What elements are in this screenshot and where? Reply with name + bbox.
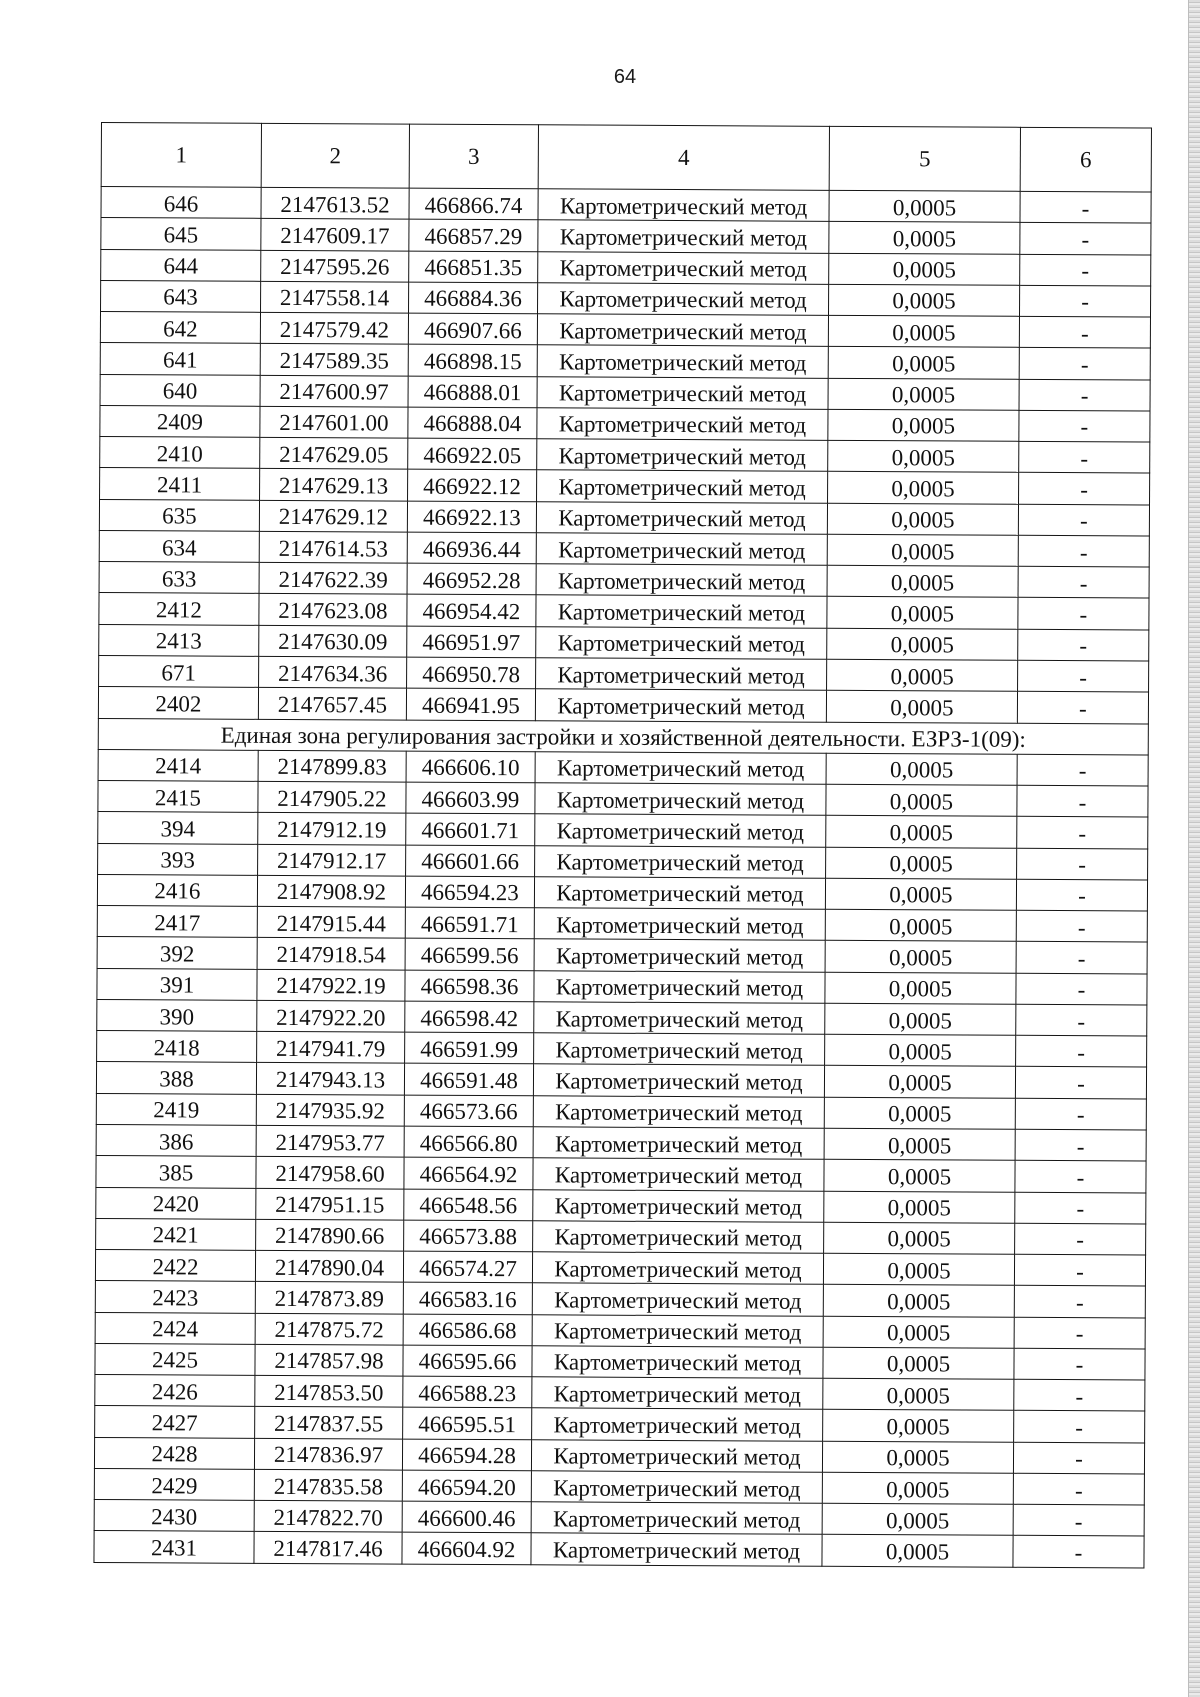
y-coordinate-cell: 466566.80 [404,1126,533,1158]
method-cell: Картометрический метод [534,939,825,972]
method-cell: Картометрический метод [531,1471,822,1504]
x-coordinate-cell: 2147912.19 [258,813,406,845]
y-coordinate-cell: 466574.27 [403,1251,532,1283]
x-coordinate-cell: 2147630.09 [259,625,407,657]
accuracy-cell: 0,0005 [828,472,1019,504]
coordinates-table [93,122,1152,1568]
method-cell: Картометрический метод [538,251,829,284]
note-cell: - [1015,1098,1146,1130]
note-cell: - [1019,473,1150,505]
note-cell: - [1014,1348,1145,1380]
method-cell: Картометрический метод [533,1189,824,1222]
point-number-cell: 642 [100,312,260,344]
method-cell: Картометрический метод [534,1002,825,1035]
point-number-cell: 2428 [94,1437,254,1469]
y-coordinate-cell: 466951.97 [407,626,536,658]
method-cell: Картометрический метод [536,595,827,628]
method-cell: Картометрический метод [532,1377,823,1410]
accuracy-cell: 0,0005 [828,409,1019,441]
y-coordinate-cell: 466907.66 [408,313,537,345]
note-cell: - [1016,942,1147,974]
point-number-cell: 2411 [100,468,260,500]
y-coordinate-cell: 466573.66 [404,1095,533,1127]
accuracy-cell: 0,0005 [829,253,1020,285]
method-cell: Картометрический метод [533,1095,824,1128]
x-coordinate-cell: 2147623.08 [259,594,407,626]
y-coordinate-cell: 466548.56 [404,1189,533,1221]
point-number-cell: 388 [96,1062,256,1094]
column-header-2: 2 [261,123,409,188]
x-coordinate-cell: 2147873.89 [255,1282,403,1314]
scan-edge [1188,0,1200,1697]
y-coordinate-cell: 466922.05 [408,438,537,470]
point-number-cell: 2410 [100,437,260,469]
method-cell: Картометрический метод [533,1127,824,1160]
x-coordinate-cell: 2147958.60 [256,1157,404,1189]
note-cell: - [1019,410,1150,442]
method-cell: Картометрический метод [531,1439,822,1472]
point-number-cell: 391 [97,968,257,1000]
note-cell: - [1013,1504,1144,1536]
note-cell: - [1015,1129,1146,1161]
y-coordinate-cell: 466586.68 [403,1314,532,1346]
point-number-cell: 392 [97,937,257,969]
point-number-cell: 394 [98,812,258,844]
point-number-cell: 2418 [97,1031,257,1063]
x-coordinate-cell: 2147634.36 [259,656,407,688]
y-coordinate-cell: 466595.51 [403,1407,532,1439]
method-cell: Картометрический метод [536,533,827,566]
point-number-cell: 2421 [96,1218,256,1250]
y-coordinate-cell: 466573.88 [404,1220,533,1252]
note-cell: - [1018,566,1149,598]
point-number-cell: 633 [99,562,259,594]
y-coordinate-cell: 466866.74 [409,188,538,220]
accuracy-cell: 0,0005 [826,816,1017,848]
accuracy-cell: 0,0005 [824,1128,1015,1160]
note-cell: - [1015,1067,1146,1099]
y-coordinate-cell: 466604.92 [402,1533,531,1565]
accuracy-cell: 0,0005 [827,534,1018,566]
accuracy-cell: 0,0005 [824,1191,1015,1223]
accuracy-cell: 0,0005 [824,1160,1015,1192]
column-header-3: 3 [409,124,538,189]
method-cell: Картометрический метод [533,1064,824,1097]
accuracy-cell: 0,0005 [827,659,1018,691]
note-cell: - [1016,1035,1147,1067]
column-header-1: 1 [101,123,261,188]
y-coordinate-cell: 466601.71 [406,813,535,845]
method-cell: Картометрический метод [535,814,826,847]
point-number-cell: 2423 [95,1281,255,1313]
y-coordinate-cell: 466950.78 [407,657,536,689]
y-coordinate-cell: 466583.16 [403,1282,532,1314]
note-cell: - [1019,316,1150,348]
method-cell: Картометрический метод [534,970,825,1003]
x-coordinate-cell: 2147953.77 [256,1125,404,1157]
method-cell: Картометрический метод [538,283,829,316]
note-cell: - [1015,1223,1146,1255]
method-cell: Картометрический метод [537,470,828,503]
accuracy-cell: 0,0005 [825,972,1016,1004]
y-coordinate-cell: 466922.13 [407,501,536,533]
page-number: 64 [613,66,637,88]
y-coordinate-cell: 466601.66 [406,845,535,877]
header-row [101,123,1151,192]
point-number-cell: 2414 [98,749,258,781]
x-coordinate-cell: 2147890.04 [255,1250,403,1282]
method-cell: Картометрический метод [537,408,828,441]
x-coordinate-cell: 2147657.45 [258,688,406,720]
point-number-cell: 2409 [100,405,260,437]
accuracy-cell: 0,0005 [822,1472,1013,1504]
y-coordinate-cell: 466588.23 [403,1376,532,1408]
note-cell: - [1016,879,1147,911]
x-coordinate-cell: 2147629.05 [260,437,408,469]
method-cell: Картометрический метод [531,1533,822,1566]
accuracy-cell: 0,0005 [827,597,1018,629]
method-cell: Картометрический метод [532,1283,823,1316]
accuracy-cell: 0,0005 [829,190,1020,222]
point-number-cell: 635 [99,499,259,531]
accuracy-cell: 0,0005 [826,753,1017,785]
point-number-cell: 390 [97,999,257,1031]
x-coordinate-cell: 2147629.13 [260,469,408,501]
y-coordinate-cell: 466591.48 [404,1064,533,1096]
table-body [94,187,1151,1568]
y-coordinate-cell: 466599.56 [405,938,534,970]
y-coordinate-cell: 466598.42 [405,1001,534,1033]
method-cell: Картометрический метод [538,189,829,222]
y-coordinate-cell: 466884.36 [409,282,538,314]
y-coordinate-cell: 466606.10 [406,751,535,783]
point-number-cell: 2419 [96,1093,256,1125]
y-coordinate-cell: 466936.44 [407,532,536,564]
method-cell: Картометрический метод [537,345,828,378]
x-coordinate-cell: 2147614.53 [259,531,407,563]
x-coordinate-cell: 2147908.92 [257,875,405,907]
note-cell: - [1017,848,1148,880]
accuracy-cell: 0,0005 [823,1410,1014,1442]
method-cell: Картометрический метод [532,1314,823,1347]
accuracy-cell: 0,0005 [829,222,1020,254]
y-coordinate-cell: 466851.35 [409,251,538,283]
y-coordinate-cell: 466594.28 [402,1439,531,1471]
point-number-cell: 386 [96,1124,256,1156]
accuracy-cell: 0,0005 [825,1034,1016,1066]
note-cell: - [1016,973,1147,1005]
accuracy-cell: 0,0005 [828,315,1019,347]
note-cell: - [1018,598,1149,630]
note-cell: - [1019,441,1150,473]
x-coordinate-cell: 2147922.19 [257,969,405,1001]
method-cell: Картометрический метод [535,783,826,816]
method-cell: Картометрический метод [535,689,826,722]
method-cell: Картометрический метод [536,627,827,660]
x-coordinate-cell: 2147875.72 [255,1313,403,1345]
method-cell: Картометрический метод [534,1033,825,1066]
note-cell: - [1015,1192,1146,1224]
point-number-cell: 644 [101,249,261,281]
method-cell: Картометрический метод [533,1158,824,1191]
note-cell: - [1019,285,1150,317]
point-number-cell: 2424 [95,1312,255,1344]
note-cell: - [1014,1411,1145,1443]
point-number-cell: 671 [99,655,259,687]
x-coordinate-cell: 2147600.97 [260,375,408,407]
table-header [101,123,1151,192]
x-coordinate-cell: 2147915.44 [257,906,405,938]
note-cell: - [1017,692,1148,724]
method-cell: Картометрический метод [535,752,826,785]
method-cell: Картометрический метод [537,314,828,347]
y-coordinate-cell: 466941.95 [406,688,535,720]
method-cell: Картометрический метод [537,439,828,472]
column-header-6: 6 [1020,127,1151,192]
method-cell: Картометрический метод [538,220,829,253]
point-number-cell: 2417 [97,906,257,938]
y-coordinate-cell: 466857.29 [409,219,538,251]
x-coordinate-cell: 2147613.52 [261,187,409,219]
accuracy-cell: 0,0005 [824,1066,1015,1098]
column-header-4: 4 [538,125,829,191]
point-number-cell: 640 [100,374,260,406]
x-coordinate-cell: 2147941.79 [257,1031,405,1063]
accuracy-cell: 0,0005 [823,1285,1014,1317]
y-coordinate-cell: 466603.99 [406,782,535,814]
x-coordinate-cell: 2147558.14 [261,281,409,313]
accuracy-cell: 0,0005 [827,503,1018,535]
accuracy-cell: 0,0005 [828,347,1019,379]
accuracy-cell: 0,0005 [826,847,1017,879]
note-cell: - [1014,1254,1145,1286]
y-coordinate-cell: 466888.04 [408,407,537,439]
x-coordinate-cell: 2147943.13 [256,1063,404,1095]
accuracy-cell: 0,0005 [825,1003,1016,1035]
point-number-cell: 2430 [94,1500,254,1532]
x-coordinate-cell: 2147912.17 [258,844,406,876]
note-cell: - [1013,1473,1144,1505]
accuracy-cell: 0,0005 [828,440,1019,472]
point-number-cell: 2429 [94,1468,254,1500]
method-cell: Картометрический метод [536,658,827,691]
note-cell: - [1014,1379,1145,1411]
column-header-5: 5 [829,126,1020,191]
accuracy-cell: 0,0005 [822,1441,1013,1473]
point-number-cell: 2402 [98,687,258,719]
point-number-cell: 646 [101,187,261,219]
accuracy-cell: 0,0005 [827,628,1018,660]
note-cell: - [1013,1442,1144,1474]
y-coordinate-cell: 466591.99 [405,1032,534,1064]
x-coordinate-cell: 2147918.54 [257,938,405,970]
accuracy-cell: 0,0005 [827,565,1018,597]
method-cell: Картометрический метод [532,1408,823,1441]
x-coordinate-cell: 2147836.97 [254,1438,402,1470]
note-cell: - [1017,817,1148,849]
accuracy-cell: 0,0005 [822,1503,1013,1535]
accuracy-cell: 0,0005 [826,784,1017,816]
x-coordinate-cell: 2147837.55 [255,1407,403,1439]
point-number-cell: 2415 [98,781,258,813]
accuracy-cell: 0,0005 [828,284,1019,316]
x-coordinate-cell: 2147579.42 [260,312,408,344]
point-number-cell: 645 [101,218,261,250]
note-cell: - [1015,1161,1146,1193]
x-coordinate-cell: 2147951.15 [256,1188,404,1220]
point-number-cell: 641 [100,343,260,375]
method-cell: Картометрический метод [534,908,825,941]
point-number-cell: 2416 [97,874,257,906]
x-coordinate-cell: 2147890.66 [256,1219,404,1251]
y-coordinate-cell: 466594.20 [402,1470,531,1502]
y-coordinate-cell: 466888.01 [408,376,537,408]
note-cell: - [1018,629,1149,661]
point-number-cell: 2425 [95,1343,255,1375]
point-number-cell: 634 [99,530,259,562]
note-cell: - [1019,348,1150,380]
y-coordinate-cell: 466898.15 [408,344,537,376]
method-cell: Картометрический метод [532,1252,823,1285]
note-cell: - [1017,754,1148,786]
y-coordinate-cell: 466594.23 [405,876,534,908]
x-coordinate-cell: 2147609.17 [261,219,409,251]
method-cell: Картометрический метод [532,1346,823,1379]
y-coordinate-cell: 466598.36 [405,970,534,1002]
accuracy-cell: 0,0005 [825,909,1016,941]
x-coordinate-cell: 2147922.20 [257,1000,405,1032]
x-coordinate-cell: 2147601.00 [260,406,408,438]
x-coordinate-cell: 2147822.70 [254,1500,402,1532]
point-number-cell: 643 [101,280,261,312]
accuracy-cell: 0,0005 [823,1378,1014,1410]
note-cell: - [1014,1317,1145,1349]
table-row [94,1531,1144,1568]
y-coordinate-cell: 466922.12 [408,470,537,502]
point-number-cell: 2422 [95,1250,255,1282]
note-cell: - [1020,191,1151,223]
x-coordinate-cell: 2147595.26 [261,250,409,282]
x-coordinate-cell: 2147905.22 [258,781,406,813]
point-number-cell: 2412 [99,593,259,625]
note-cell: - [1018,660,1149,692]
accuracy-cell: 0,0005 [824,1222,1015,1254]
accuracy-cell: 0,0005 [823,1253,1014,1285]
x-coordinate-cell: 2147835.58 [254,1469,402,1501]
note-cell: - [1019,379,1150,411]
method-cell: Картометрический метод [533,1221,824,1254]
x-coordinate-cell: 2147899.83 [258,750,406,782]
method-cell: Картометрический метод [531,1502,822,1535]
note-cell: - [1020,223,1151,255]
note-cell: - [1016,1004,1147,1036]
point-number-cell: 2427 [95,1406,255,1438]
note-cell: - [1017,785,1148,817]
x-coordinate-cell: 2147853.50 [255,1375,403,1407]
y-coordinate-cell: 466954.42 [407,595,536,627]
y-coordinate-cell: 466600.46 [402,1501,531,1533]
method-cell: Картометрический метод [536,564,827,597]
accuracy-cell: 0,0005 [825,878,1016,910]
note-cell: - [1018,504,1149,536]
method-cell: Картометрический метод [535,845,826,878]
y-coordinate-cell: 466952.28 [407,563,536,595]
point-number-cell: 2420 [96,1187,256,1219]
y-coordinate-cell: 466564.92 [404,1157,533,1189]
x-coordinate-cell: 2147817.46 [254,1532,402,1564]
accuracy-cell: 0,0005 [822,1535,1013,1567]
x-coordinate-cell: 2147629.12 [259,500,407,532]
x-coordinate-cell: 2147857.98 [255,1344,403,1376]
y-coordinate-cell: 466595.66 [403,1345,532,1377]
note-cell: - [1014,1286,1145,1318]
x-coordinate-cell: 2147935.92 [256,1094,404,1126]
accuracy-cell: 0,0005 [828,378,1019,410]
method-cell: Картометрический метод [536,501,827,534]
note-cell: - [1016,910,1147,942]
point-number-cell: 2426 [95,1375,255,1407]
note-cell: - [1020,254,1151,286]
point-number-cell: 2431 [94,1531,254,1563]
x-coordinate-cell: 2147622.39 [259,563,407,595]
y-coordinate-cell: 466591.71 [405,907,534,939]
point-number-cell: 385 [96,1156,256,1188]
accuracy-cell: 0,0005 [825,941,1016,973]
x-coordinate-cell: 2147589.35 [260,344,408,376]
note-cell: - [1018,535,1149,567]
section-heading: Единая зона регулирования застройки и хозяйственной деятельности. ЕЗРЗ-1(09): [98,718,1148,755]
method-cell: Картометрический метод [537,376,828,409]
accuracy-cell: 0,0005 [826,691,1017,723]
point-number-cell: 2413 [99,624,259,656]
point-number-cell: 393 [98,843,258,875]
note-cell: - [1013,1536,1144,1568]
accuracy-cell: 0,0005 [824,1097,1015,1129]
accuracy-cell: 0,0005 [823,1347,1014,1379]
accuracy-cell: 0,0005 [823,1316,1014,1348]
method-cell: Картометрический метод [534,877,825,910]
